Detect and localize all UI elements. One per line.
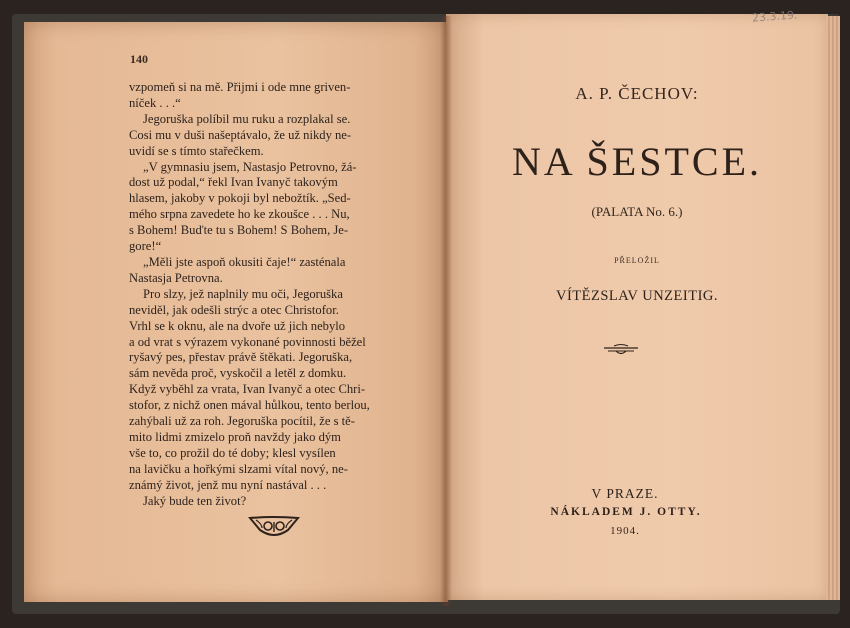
text-line: níček . . .“ xyxy=(129,95,181,110)
body-text xyxy=(129,80,417,509)
small-divider-ornament-icon xyxy=(602,343,640,357)
book-title: NA ŠESTCE. xyxy=(511,139,763,184)
text-line: mito lidmi zmizelo proň navždy jako dým xyxy=(129,429,341,444)
publication-year: 1904. xyxy=(610,525,640,537)
text-line: vše to, co prožil do té doby; klesl vysílen xyxy=(129,445,336,460)
text-line: Pro slzy, jež naplnily mu oči, Jegoruška xyxy=(143,286,343,301)
author-name: A. P. ČECHOV: xyxy=(575,84,699,103)
text-line: neviděl, jak odešli strýc a otec Christofor. xyxy=(129,302,339,317)
text-line: mého srpna zavedete ho ke zkoušce . . . Nu, xyxy=(129,207,350,222)
translated-by-label: PŘELOŽIL xyxy=(614,256,660,265)
book-subtitle: (PALATA No. 6.) xyxy=(591,204,683,219)
text-line: Cosi mu v duši našeptávalo, že už nikdy ne- xyxy=(129,127,352,142)
page-number: 140 xyxy=(130,52,148,66)
text-line: dost už podal,“ řekl Ivan Ivanyč takovým xyxy=(129,175,338,190)
text-line: „V gymnasiu jsem, Nastasjo Petrovno, žá- xyxy=(143,159,357,174)
fleuron-ornament-icon xyxy=(248,514,300,540)
text-line: Když vyběhl za vrata, Ivan Ivanyč a otec Chri- xyxy=(129,382,366,397)
text-line: Jaký bude ten život? xyxy=(143,493,247,508)
pencil-mark: 23.3.19. xyxy=(751,8,798,25)
text-line: gore!“ xyxy=(129,239,162,254)
text-line: Vrhl se k oknu, ale na dvoře už jich nebylo xyxy=(129,318,346,333)
text-line: stofor, z nichž onen mával hůlkou, tento berlou, xyxy=(129,398,370,413)
text-line: Jegoruška políbil mu ruku a rozplakal se. xyxy=(143,111,351,126)
text-line: Nastasja Petrovna. xyxy=(129,270,223,285)
text-line: hlasem, jakoby v pokoji byl nebožtík. „Sed- xyxy=(129,191,351,206)
publisher: NÁKLADEM J. OTTY. xyxy=(550,506,702,518)
text-line: uvidí se s tímto stařečkem. xyxy=(129,143,264,158)
text-line: zahýbali už za roh. Jegoruška pocítil, že s tě- xyxy=(129,414,355,429)
text-line: známý život, jenž mu nyní nastával . . . xyxy=(129,477,327,492)
text-line: na lavičku a hořkými slzami vítal nový, ne- xyxy=(129,461,348,476)
page-edges xyxy=(826,16,840,600)
text-line: s Bohem! Buďte tu s Bohem! S Bohem, Je- xyxy=(129,223,349,238)
text-line: vzpomeň si na mě. Přijmi i ode mne griven- xyxy=(129,80,351,94)
text-line: sám nevěda proč, vyskočil a letěl z domku. xyxy=(129,366,347,381)
translator-name: VÍTĚZSLAV UNZEITIG. xyxy=(556,288,718,304)
publication-place: V PRAZE. xyxy=(591,486,659,501)
text-line: „Měli jste aspoň okusiti čaje!“ zasténala xyxy=(143,254,346,269)
text-line: ryšavý pes, přestav právě štěkati. Jegoruška, xyxy=(129,350,353,365)
text-line: a od vrat s výrazem vykonané povinnosti běžel xyxy=(129,334,366,349)
